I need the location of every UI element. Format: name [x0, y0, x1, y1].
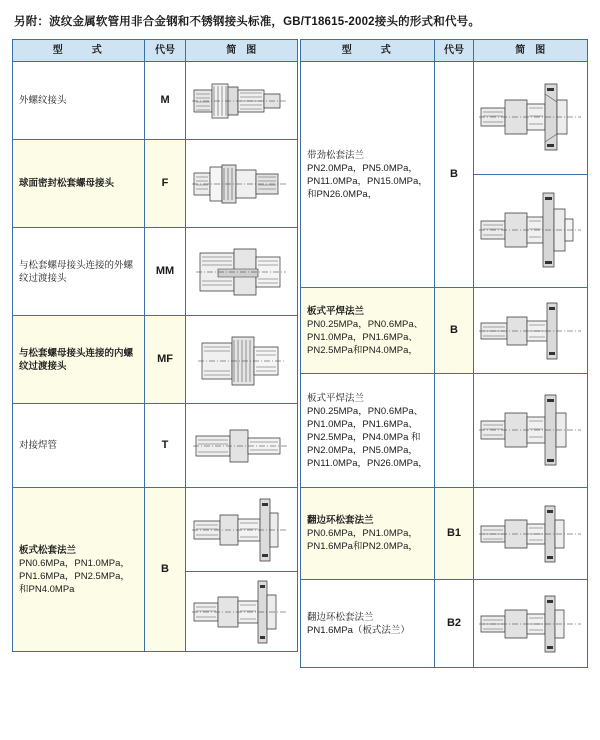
butt-weld-pipe-drawing: [186, 416, 297, 476]
table-header-row: [13, 40, 298, 62]
cell-type: [13, 316, 145, 404]
table-row: [13, 404, 298, 488]
table-row: [301, 580, 588, 668]
male-thread-transition-fitting-drawing: [186, 239, 297, 305]
cell-code: T: [145, 404, 185, 488]
cell-figure: [185, 140, 297, 228]
type-label: 外螺纹接头: [19, 95, 67, 106]
cell-type: [301, 580, 435, 668]
table-row: [13, 140, 298, 228]
right-fittings-table: [300, 39, 588, 668]
cell-code: F: [145, 140, 185, 228]
male-thread-fitting-drawing: [186, 70, 297, 132]
ribbed-lap-joint-flange-drawing-a: [474, 66, 587, 170]
cell-code: B: [435, 62, 473, 288]
cell-figure: [185, 572, 297, 652]
type-label: 板式松套法兰: [19, 544, 77, 556]
spherical-seal-union-nut-fitting-drawing: [186, 151, 297, 217]
page-title: 另附：波纹金属软管用非合金钢和不锈钢接头标准，GB/T18615-2002接头的形式和代号。: [14, 16, 481, 28]
table-row: [13, 316, 298, 404]
cell-figure: [185, 316, 297, 404]
cell-figure: [473, 62, 587, 175]
female-thread-transition-fitting-drawing: [186, 327, 297, 393]
type-label: 带劲松套法兰: [307, 149, 365, 161]
type-sub: PN0.25MPa，PN0.6MPa、PN1.0MPa，PN1.6MPa、PN2.5MPa和PN4.0MPa，: [307, 318, 424, 356]
cell-figure: [473, 488, 587, 580]
type-label: 与松套螺母接头连接的内螺纹过渡接头: [19, 347, 134, 372]
plate-lap-joint-flange-drawing-b: [186, 575, 297, 649]
type-label: 翻边环松套法兰: [307, 515, 374, 526]
cell-code: M: [145, 62, 185, 140]
cell-figure: [185, 488, 297, 572]
cell-type: [13, 404, 145, 488]
header-code: 代号: [435, 40, 473, 62]
type-label: 对接焊管: [19, 440, 58, 451]
header-code: 代号: [145, 40, 185, 62]
table-row: [301, 288, 588, 374]
cell-code: MF: [145, 316, 185, 404]
cell-code: B: [435, 288, 473, 374]
cell-type: [13, 62, 145, 140]
table-header-row: [301, 40, 588, 62]
left-fittings-table: [12, 39, 298, 652]
table-row: [13, 62, 298, 140]
header-type: 型 式: [301, 40, 435, 62]
cell-type: [13, 140, 145, 228]
cell-figure: [473, 175, 587, 288]
type-label: 与松套螺母接头连接的外螺纹过渡接头: [19, 259, 134, 284]
cell-type: [301, 62, 435, 288]
table-row: [301, 62, 588, 175]
cell-figure: [185, 404, 297, 488]
type-sub: PN0.25MPa，PN0.6MPa、PN1.0MPa，PN1.6MPa、PN2.5MPa，PN4.0MPa 和PN2.0MPa，PN5.0MPa，PN11.0MPa，PN26.0MPa，: [307, 405, 428, 469]
plate-lap-joint-flange-drawing-a: [186, 491, 297, 569]
cell-type: [13, 228, 145, 316]
cell-type: [301, 374, 435, 488]
type-sub: PN1.6MPa（板式法兰）: [307, 624, 410, 636]
type-sub: PN2.0MPa，PN5.0MPa，PN11.0MPa，PN15.0MPa，和PN26.0MPa，: [307, 162, 428, 200]
header-type: 型 式: [13, 40, 145, 62]
cell-figure: [185, 228, 297, 316]
header-figure: 简 图: [185, 40, 297, 62]
table-row: [13, 488, 298, 572]
cell-code: B2: [435, 580, 473, 668]
type-sub: PN0.6MPa，PN1.0MPa，PN1.6MPa和PN2.0MPa，: [307, 528, 418, 552]
tables-container: [12, 39, 588, 668]
cell-figure: [473, 580, 587, 668]
ribbed-lap-joint-flange-drawing-b: [474, 179, 587, 283]
table-row: [301, 488, 588, 580]
type-label: 翻边环松套法兰: [307, 611, 374, 623]
flared-ring-lap-joint-flange-drawing: [474, 492, 587, 576]
cell-code: MM: [145, 228, 185, 316]
cell-figure: [473, 374, 587, 488]
table-row: [301, 374, 588, 488]
cell-type: [301, 488, 435, 580]
table-row: [13, 228, 298, 316]
cell-code: B: [145, 488, 185, 652]
cell-type: [301, 288, 435, 374]
header-figure: 简 图: [473, 40, 587, 62]
type-label: 板式平焊法兰: [307, 392, 365, 404]
cell-type: [13, 488, 145, 652]
type-label: 板式平焊法兰: [307, 305, 365, 317]
cell-code: B1: [435, 488, 473, 580]
cell-figure: [473, 288, 587, 374]
type-label: 球面密封松套螺母接头: [19, 178, 115, 189]
plate-flat-welding-flange-drawing-a: [474, 291, 587, 371]
cell-code: [435, 374, 473, 488]
cell-figure: [185, 62, 297, 140]
flared-ring-lap-joint-flange-plate-drawing: [474, 584, 587, 664]
type-sub: PN0.6MPa，PN1.0MPa，PN1.6MPa，PN2.5MPa，和PN4.0MPa: [19, 557, 130, 595]
plate-flat-welding-flange-drawing-b: [474, 381, 587, 481]
